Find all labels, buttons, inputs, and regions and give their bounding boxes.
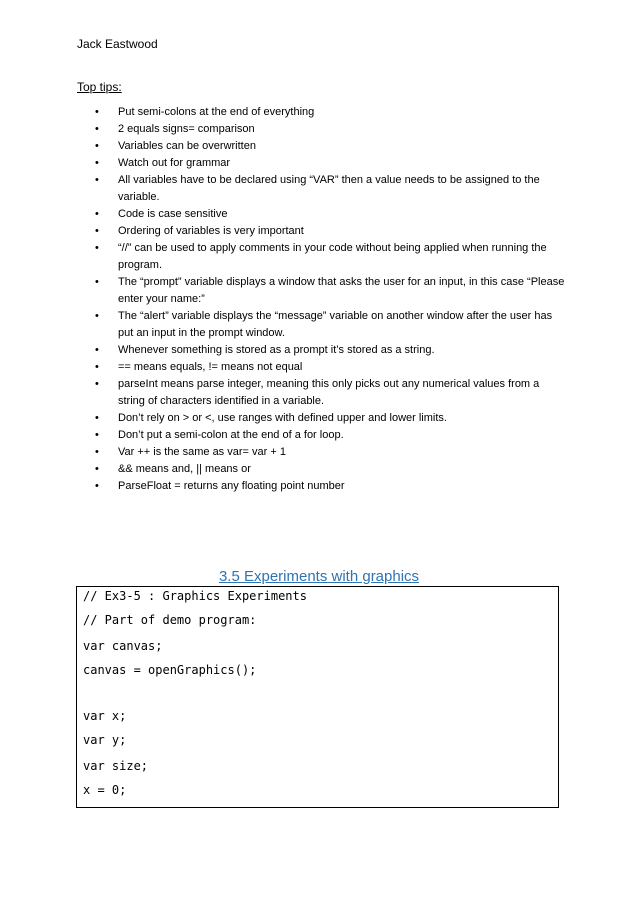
tip-text: Don’t put a semi-colon at the end of a for loop. xyxy=(118,429,344,441)
author-name: Jack Eastwood xyxy=(77,37,158,51)
tip-item xyxy=(95,478,565,495)
tip-item xyxy=(95,308,565,342)
bullet-icon: • xyxy=(95,480,99,492)
tip-text: Don’t rely on > or <, use ranges with defined upper and lower limits. xyxy=(118,412,447,424)
code-box xyxy=(76,586,559,808)
code-line: canvas = openGraphics(); xyxy=(83,663,257,677)
tip-item xyxy=(95,121,565,138)
code-line: var size; xyxy=(83,759,149,773)
code-line: // Part of demo program: xyxy=(83,613,257,627)
bullet-icon: • xyxy=(95,140,99,152)
tips-list xyxy=(95,104,565,495)
tip-item xyxy=(95,274,565,308)
tip-text: Var ++ is the same as var= var + 1 xyxy=(118,446,286,458)
code-line: var canvas; xyxy=(83,639,163,653)
bullet-icon: • xyxy=(95,446,99,458)
code-line: var y; xyxy=(83,733,127,747)
bullet-icon: • xyxy=(95,463,99,475)
tip-item xyxy=(95,410,565,427)
bullet-icon: • xyxy=(95,208,99,220)
tip-text: Put semi-colons at the end of everything xyxy=(118,106,315,118)
bullet-icon: • xyxy=(95,106,99,118)
tip-text: The “prompt” variable displays a window that asks the user for an input, in this case “Please enter your name:” xyxy=(118,276,565,305)
tip-item xyxy=(95,138,565,155)
tip-text: parseInt means parse integer, meaning this only picks out any numerical values from a string of characters identified in a variable. xyxy=(118,378,540,407)
tip-text: The “alert” variable displays the “message” variable on another window after the user has put an input in the prompt window. xyxy=(118,310,553,339)
tip-text: == means equals, != means not equal xyxy=(118,361,303,373)
tip-item xyxy=(95,376,565,410)
code-line: // Ex3-5 : Graphics Experiments xyxy=(83,589,307,603)
bullet-icon: • xyxy=(95,361,99,373)
tip-item xyxy=(95,104,565,121)
bullet-icon: • xyxy=(95,174,99,186)
tips-heading: Top tips: xyxy=(77,80,122,94)
tip-item xyxy=(95,155,565,172)
bullet-icon: • xyxy=(95,242,99,254)
tip-item xyxy=(95,223,565,240)
tip-text: All variables have to be declared using “VAR” then a value needs to be assigned to the variable. xyxy=(118,174,540,203)
tip-text: Watch out for grammar xyxy=(118,157,231,169)
tip-item xyxy=(95,461,565,478)
bullet-icon: • xyxy=(95,123,99,135)
tip-text: Ordering of variables is very important xyxy=(118,225,304,237)
bullet-icon: • xyxy=(95,344,99,356)
bullet-icon: • xyxy=(95,276,99,288)
bullet-icon: • xyxy=(95,429,99,441)
tip-item xyxy=(95,359,565,376)
bullet-icon: • xyxy=(95,225,99,237)
tip-item xyxy=(95,172,565,206)
bullet-icon: • xyxy=(95,378,99,390)
tip-item xyxy=(95,206,565,223)
tip-item xyxy=(95,427,565,444)
tip-text: Whenever something is stored as a prompt it’s stored as a string. xyxy=(118,344,435,356)
tip-item xyxy=(95,444,565,461)
tip-item xyxy=(95,240,565,274)
tip-text: “//” can be used to apply comments in your code without being applied when running the program. xyxy=(118,242,547,271)
tip-text: Variables can be overwritten xyxy=(118,140,256,152)
code-line: x = 0; xyxy=(83,783,127,797)
bullet-icon: • xyxy=(95,412,99,424)
bullet-icon: • xyxy=(95,310,99,322)
tip-text: 2 equals signs= comparison xyxy=(118,123,255,135)
section-title: 3.5 Experiments with graphics xyxy=(218,568,420,585)
tip-text: Code is case sensitive xyxy=(118,208,228,220)
tip-item xyxy=(95,342,565,359)
tip-text: && means and, || means or xyxy=(118,463,251,475)
code-line: var x; xyxy=(83,709,127,723)
tip-text: ParseFloat = returns any floating point number xyxy=(118,480,345,492)
bullet-icon: • xyxy=(95,157,99,169)
